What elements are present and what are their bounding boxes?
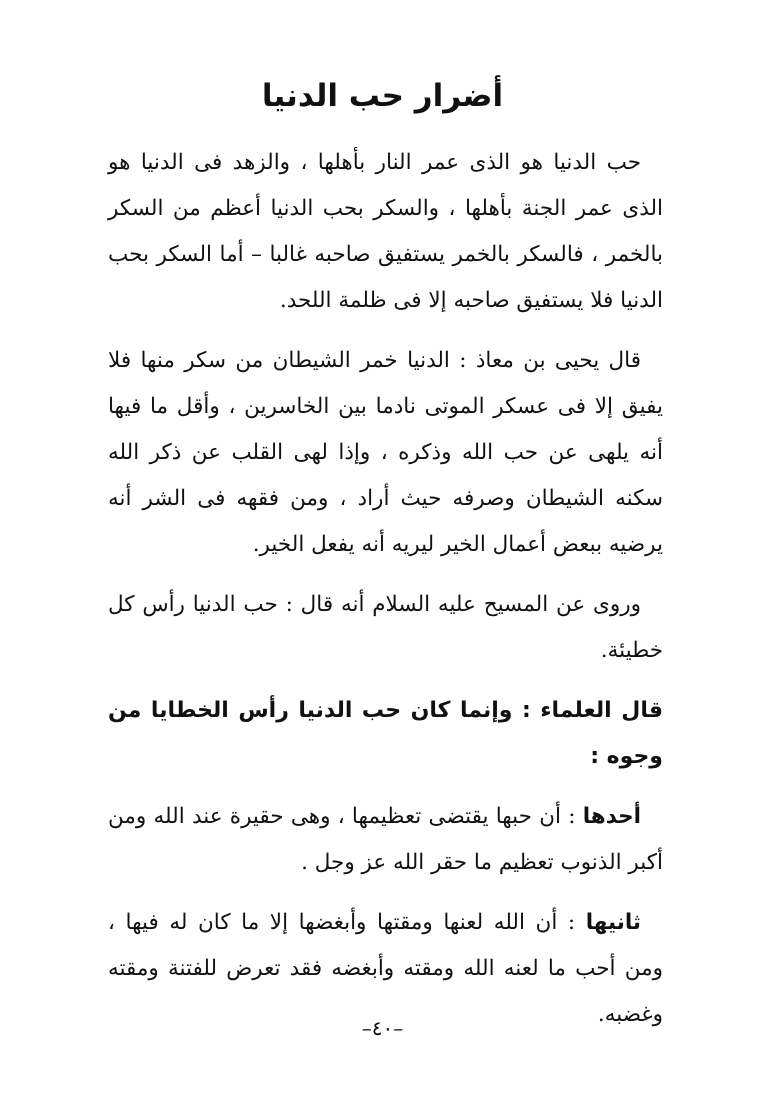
paragraph-text: : أن الله لعنها ومقتها وأبغضها إلا ما كان له فيها ، ومن أحب ما لعنه الله ومقته وأبغضه فقد تعرض للفتنة ومقته وغضبه.	[108, 910, 663, 1027]
paragraph-love-of-world	[108, 140, 663, 324]
lead-word: ثانيها	[585, 910, 641, 935]
section-heading-scholars	[108, 688, 663, 780]
heading-text: قال العلماء : وإنما كان حب الدنيا رأس الخطايا من وجوه :	[108, 698, 663, 769]
page-body	[108, 140, 663, 1052]
paragraph-messiah-quote	[108, 582, 663, 674]
paragraph-yahya-quote	[108, 338, 663, 568]
paragraph-text: حب الدنيا هو الذى عمر النار بأهلها ، والزهد فى الدنيا هو الذى عمر الجنة بأهلها ، والسكر بحب الدنيا أعظم من السكر بالخمر ، فالسكر بالخمر يستفيق صاحبه غالبا – أما السكر بحب الدنيا فلا يستفيق صاحبه إلا فى ظلمة اللحد.	[108, 150, 663, 313]
lead-word: أحدها	[582, 804, 641, 829]
page-title: أضرار حب الدنيا	[261, 78, 504, 114]
paragraph-text: قال يحيى بن معاذ : الدنيا خمر الشيطان من سكر منها فلا يفيق إلا فى عسكر الموتى نادما بين الخاسرين ، وأقل ما فيها أنه يلهى عن حب الله وذكره ، وإذا لهى القلب عن ذكر الله سكنه الشيطان وصرفه حيث أراد ، ومن فقهه فى الشر أنه يرضيه ببعض أعمال الخير ليريه أنه يفعل الخير.	[108, 348, 663, 557]
page-number: –٤٠–	[361, 1016, 404, 1040]
paragraph-first-reason	[108, 794, 663, 886]
paragraph-text: : أن حبها يقتضى تعظيمها ، وهى حقيرة عند الله ومن أكبر الذنوب تعظيم ما حقر الله عز وجل .	[108, 804, 663, 875]
paragraph-text: وروى عن المسيح عليه السلام أنه قال : حب الدنيا رأس كل خطيئة.	[108, 592, 663, 663]
